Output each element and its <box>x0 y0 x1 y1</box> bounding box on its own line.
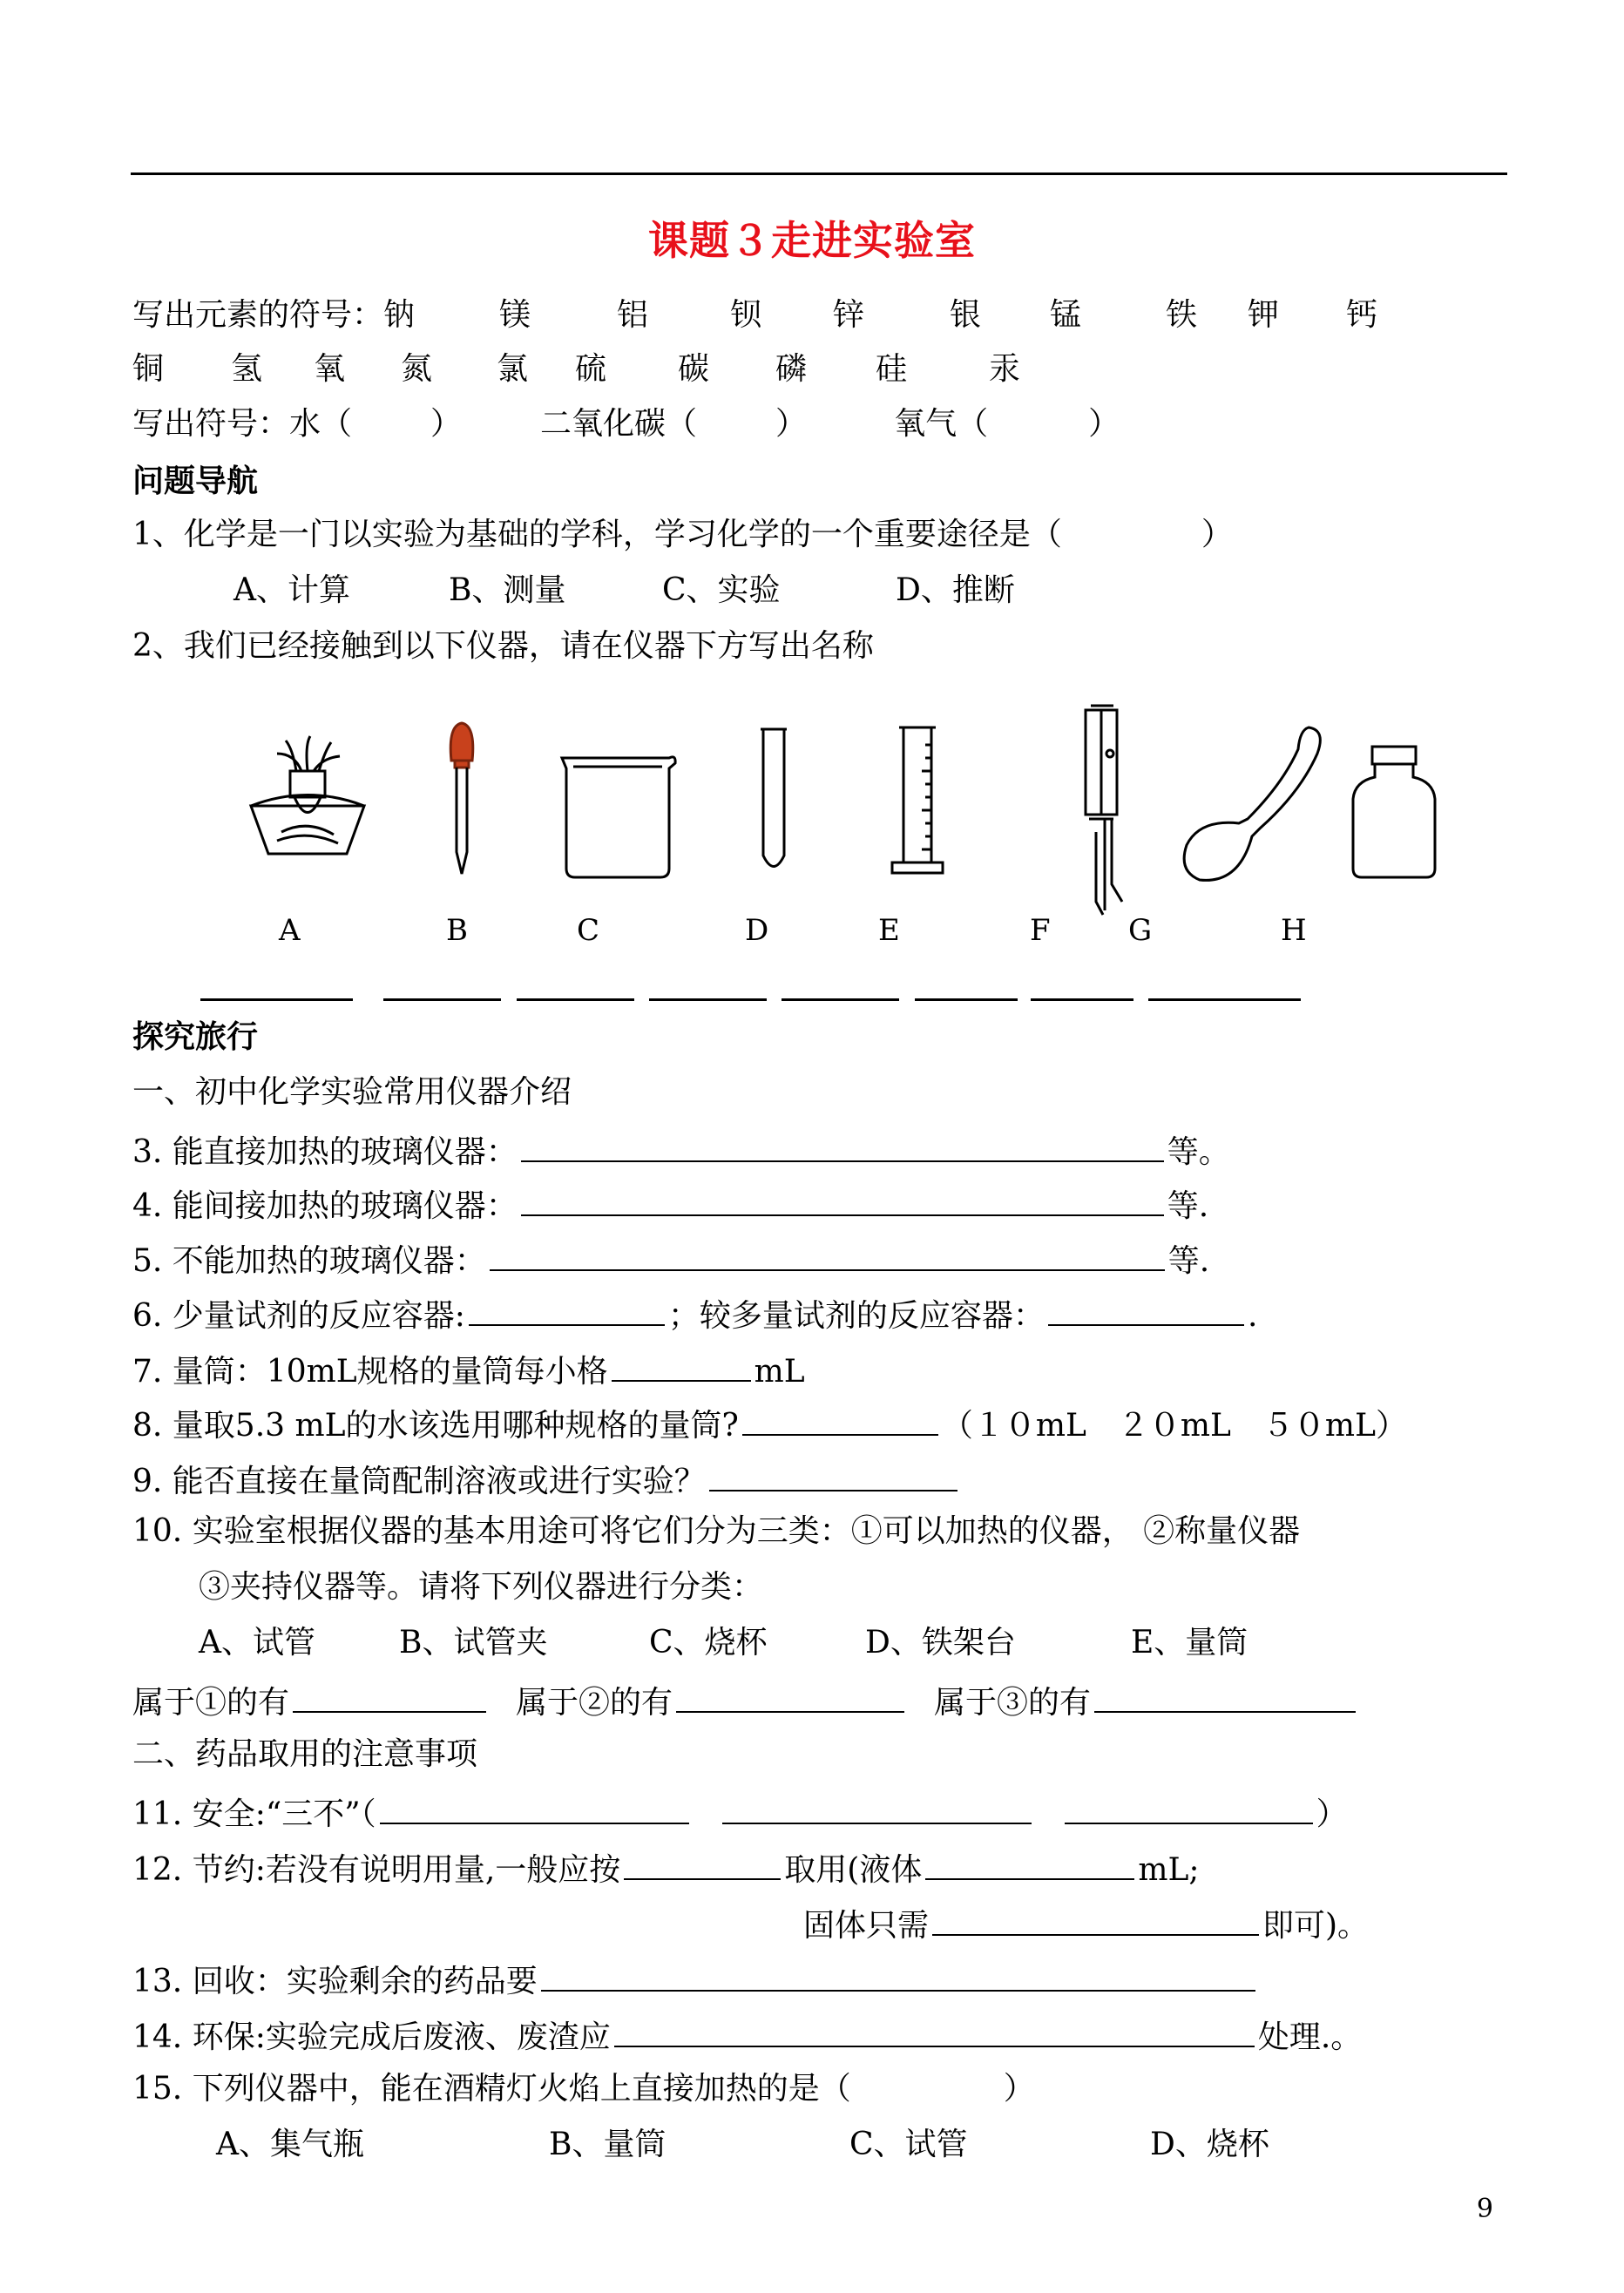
answer-blank[interactable] <box>469 1293 665 1326</box>
answer-blank[interactable] <box>612 1349 751 1382</box>
element-item: 铜 <box>132 351 165 387</box>
instrument-label: D <box>745 913 769 948</box>
question-12: 12. 节约:若没有说明用量,一般应按 取用(液体 mL; <box>132 1847 1200 1890</box>
answer-blank[interactable] <box>1048 1293 1244 1326</box>
question-8: 8. 量取5.3 mL的水该选用哪种规格的量筒? （１０mL ２０mL ５０mL） <box>132 1403 1407 1445</box>
question-5: 5. 不能加热的玻璃仪器： 等. <box>132 1238 1209 1281</box>
question-1: 1、化学是一门以实验为基础的学科，学习化学的一个重要途径是（ ） <box>132 517 1233 552</box>
alcohol-lamp-icon <box>242 732 373 862</box>
page-title: 课题３走进实验室 <box>648 217 976 264</box>
answer-blank[interactable] <box>1094 1680 1356 1713</box>
instrument-label: C <box>577 913 600 948</box>
element-item: 钡 <box>730 297 762 333</box>
element-item: 氮 <box>401 351 433 387</box>
q15-option: C、试管 <box>849 2127 968 2162</box>
q10-option: E、量筒 <box>1131 1625 1248 1661</box>
answer-blank[interactable] <box>915 998 1018 1001</box>
header-rule <box>131 172 1507 175</box>
answer-blank[interactable] <box>380 1791 689 1824</box>
element-item: 钠 <box>383 297 416 333</box>
answer-blank[interactable] <box>1148 998 1301 1001</box>
section-heading: 问题导航 <box>132 463 259 499</box>
question-9: 9. 能否直接在量筒配制溶液或进行实验？ <box>132 1458 961 1501</box>
answer-blank[interactable] <box>742 1403 938 1436</box>
instrument-label: G <box>1128 913 1153 948</box>
elements-label: 写出元素的符号： <box>132 297 384 333</box>
answer-blank[interactable] <box>932 1903 1259 1936</box>
instrument-label: H <box>1281 913 1307 948</box>
question-11: 11. 安全:“三不”（ ） <box>132 1791 1348 1834</box>
question-6: 6. 少量试剂的反应容器: ；较多量试剂的反应容器： . <box>132 1293 1257 1336</box>
element-item: 银 <box>950 297 982 333</box>
element-item: 硅 <box>876 351 908 387</box>
answer-blank[interactable] <box>541 1958 1255 1992</box>
question-10-cont: ③夹持仪器等。请将下列仪器进行分类： <box>199 1569 764 1605</box>
beaker-icon <box>558 751 680 882</box>
instrument-label: B <box>446 913 468 948</box>
page-number: 9 <box>1476 2194 1493 2224</box>
element-item: 氢 <box>231 351 263 387</box>
q10-classify: 属于①的有 属于②的有 属于③的有 <box>132 1680 1359 1722</box>
element-item: 镁 <box>499 297 531 333</box>
q10-option: C、烧杯 <box>649 1625 768 1661</box>
q10-option: B、试管夹 <box>399 1625 548 1661</box>
element-item: 钙 <box>1346 297 1378 333</box>
graduated-cylinder-icon <box>890 723 951 880</box>
answer-blank[interactable] <box>614 2014 1255 2047</box>
element-item: 钾 <box>1248 297 1280 333</box>
question-3: 3. 能直接加热的玻璃仪器： 等。 <box>132 1129 1230 1172</box>
element-item: 磷 <box>775 351 808 387</box>
symbols-line: 写出符号：水（ ） 二氧化碳（ ） 氧气（ ） <box>132 406 1120 442</box>
q15-option: A、集气瓶 <box>216 2127 364 2162</box>
part-heading: 一、初中化学实验常用仪器介绍 <box>132 1074 572 1110</box>
test-tube-holder-icon <box>1079 701 1140 919</box>
question-15: 15. 下列仪器中，能在酒精灯火焰上直接加热的是（ ） <box>132 2071 1035 2107</box>
question-14: 14. 环保:实验完成后废液、废渣应 处理.。 <box>132 2014 1362 2057</box>
answer-blank[interactable] <box>521 1129 1164 1162</box>
question-10: 10. 实验室根据仪器的基本用途可将它们分为三类：①可以加热的仪器， ②称量仪器 <box>132 1513 1301 1549</box>
q10-option: A、试管 <box>199 1625 315 1661</box>
q15-option: D、烧杯 <box>1150 2127 1269 2162</box>
answer-blank[interactable] <box>782 998 899 1001</box>
answer-blank[interactable] <box>624 1847 781 1880</box>
element-item: 铝 <box>617 297 649 333</box>
element-item: 锌 <box>833 297 865 333</box>
q1-option: B、测量 <box>449 572 566 608</box>
answer-blank[interactable] <box>722 1791 1032 1824</box>
part-heading: 二、药品取用的注意事项 <box>132 1736 478 1772</box>
answer-blank[interactable] <box>521 1183 1164 1216</box>
test-tube-icon <box>756 725 791 873</box>
answer-blank[interactable] <box>1031 998 1133 1001</box>
question-12-cont: 固体只需 即可)。 <box>803 1903 1369 1945</box>
q1-option: C、实验 <box>662 572 781 608</box>
answer-blank[interactable] <box>383 998 501 1001</box>
dropper-icon <box>436 721 488 878</box>
q15-option: B、量筒 <box>549 2127 667 2162</box>
q10-option: D、铁架台 <box>865 1625 1016 1661</box>
element-item: 碳 <box>678 351 710 387</box>
answer-blank[interactable] <box>293 1680 486 1713</box>
element-item: 氯 <box>497 351 529 387</box>
answer-blank[interactable] <box>1065 1791 1313 1824</box>
answer-blank[interactable] <box>490 1238 1165 1271</box>
answer-blank[interactable] <box>517 998 634 1001</box>
reagent-bottle-icon <box>1346 742 1442 882</box>
element-item: 硫 <box>575 351 607 387</box>
section-heading: 探究旅行 <box>132 1018 259 1055</box>
instrument-label: F <box>1030 913 1051 948</box>
q1-option: D、推断 <box>896 572 1015 608</box>
question-13: 13. 回收：实验剩余的药品要 <box>132 1958 1259 2001</box>
question-4: 4. 能间接加热的玻璃仪器： 等. <box>132 1183 1208 1226</box>
element-item: 氧 <box>314 351 346 387</box>
question-7: 7. 量筒：10mL规格的量筒每小格 mL <box>132 1349 805 1391</box>
spoon-icon <box>1178 723 1335 889</box>
answer-blank[interactable] <box>676 1680 904 1713</box>
instrument-label: A <box>279 913 301 948</box>
element-item: 锰 <box>1050 297 1082 333</box>
answer-blank[interactable] <box>649 998 767 1001</box>
instrument-label: E <box>878 913 900 948</box>
element-item: 汞 <box>989 351 1021 387</box>
element-item: 铁 <box>1166 297 1198 333</box>
answer-blank[interactable] <box>925 1847 1134 1880</box>
question-2: 2、我们已经接触到以下仪器，请在仪器下方写出名称 <box>132 628 874 664</box>
q1-option: A、计算 <box>233 572 350 608</box>
answer-blank[interactable] <box>709 1458 957 1491</box>
answer-blank[interactable] <box>200 998 353 1001</box>
